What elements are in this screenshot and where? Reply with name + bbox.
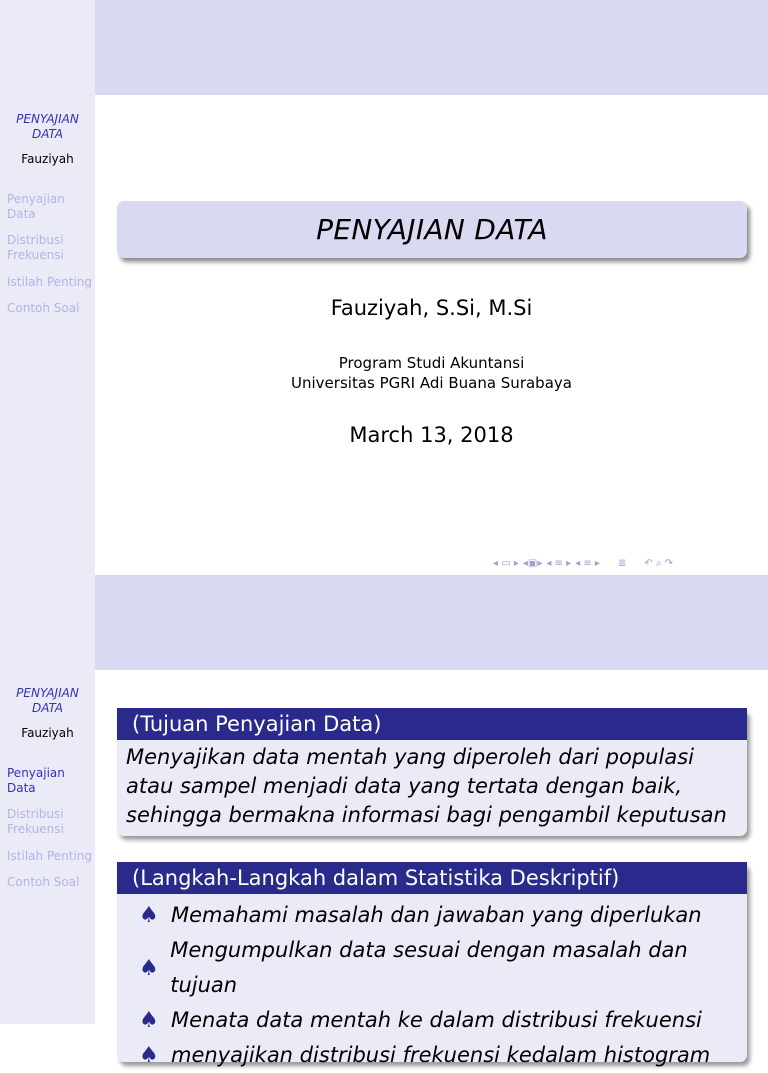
sidebar-author: Fauziyah [21,152,74,166]
list-item: ♠ Menata data mentah ke dalam distribusi frekuensi [139,1003,747,1038]
institute-line-2: Universitas PGRI Adi Buana Surabaya [291,374,572,392]
sidebar-title[interactable]: PENYAJIAN DATA [16,112,79,141]
steps-list [117,894,747,1073]
block-body: Menyajikan data mentah yang diperoleh dari populasi atau sampel menjadi data yang tertata dengan baik, sehingga bermakna informasi bagi pengambil keputusan [126,745,727,827]
sidebar-item-contoh-soal[interactable]: Contoh Soal [7,875,80,889]
header-bar [95,0,768,95]
spade-bullet-icon: ♠ [139,955,159,981]
presentation-date: March 13, 2018 [349,423,514,447]
sidebar [0,575,95,1024]
sidebar-item-penyajian-data[interactable]: Penyajian Data [7,192,65,221]
content-slide [0,575,768,1068]
sidebar-author: Fauziyah [21,726,74,740]
nav-toc-icon[interactable]: ◂ ≡ ▸ [575,557,600,569]
definition-block [117,708,747,836]
slide-title: PENYAJIAN DATA [316,213,548,246]
nav-search-icon[interactable]: ↶ ⌕ ↷ [644,557,674,569]
sidebar [0,0,95,575]
sidebar-item-istilah-penting[interactable]: Istilah Penting [7,849,92,863]
list-item: ♠ Memahami masalah dan jawaban yang diperlukan [139,898,747,933]
sidebar-item-contoh-soal[interactable]: Contoh Soal [7,301,80,315]
nav-align-icon[interactable]: ≣ [617,557,627,569]
steps-block [117,862,747,1068]
block-title: (Tujuan Penyajian Data) [117,708,747,740]
institute-line-1: Program Studi Akuntansi [338,354,525,372]
spade-bullet-icon: ♠ [139,1043,159,1068]
list-item: ♠ Mengumpulkan data sesuai dengan masalah dan tujuan [139,938,688,997]
header-bar [95,575,768,670]
sidebar-item-distribusi-frekuensi[interactable]: Distribusi Frekuensi [7,807,64,836]
block-title: (Langkah-Langkah dalam Statistika Deskriptif) [117,862,747,894]
sidebar-item-distribusi-frekuensi[interactable]: Distribusi Frekuensi [7,233,64,262]
nav-frame-icon[interactable]: ◂ ▭ ▸ [493,557,519,569]
nav-section-icon[interactable]: ◂ ≡ ▸ [546,557,572,569]
nav-subsection-icon[interactable]: ◂▣▸ [522,557,543,569]
author-name: Fauziyah, S.Si, M.Si [330,296,533,320]
spade-bullet-icon: ♠ [139,1008,159,1033]
navigation-bar [493,556,673,570]
sidebar-item-istilah-penting[interactable]: Istilah Penting [7,275,92,289]
spade-bullet-icon: ♠ [139,903,159,928]
list-item: ♠ menyajikan distribusi frekuensi kedalam histogram [139,1038,747,1073]
title-box [117,201,747,258]
sidebar-title[interactable]: PENYAJIAN DATA [16,686,79,715]
sidebar-item-penyajian-data[interactable]: Penyajian Data [7,766,65,795]
